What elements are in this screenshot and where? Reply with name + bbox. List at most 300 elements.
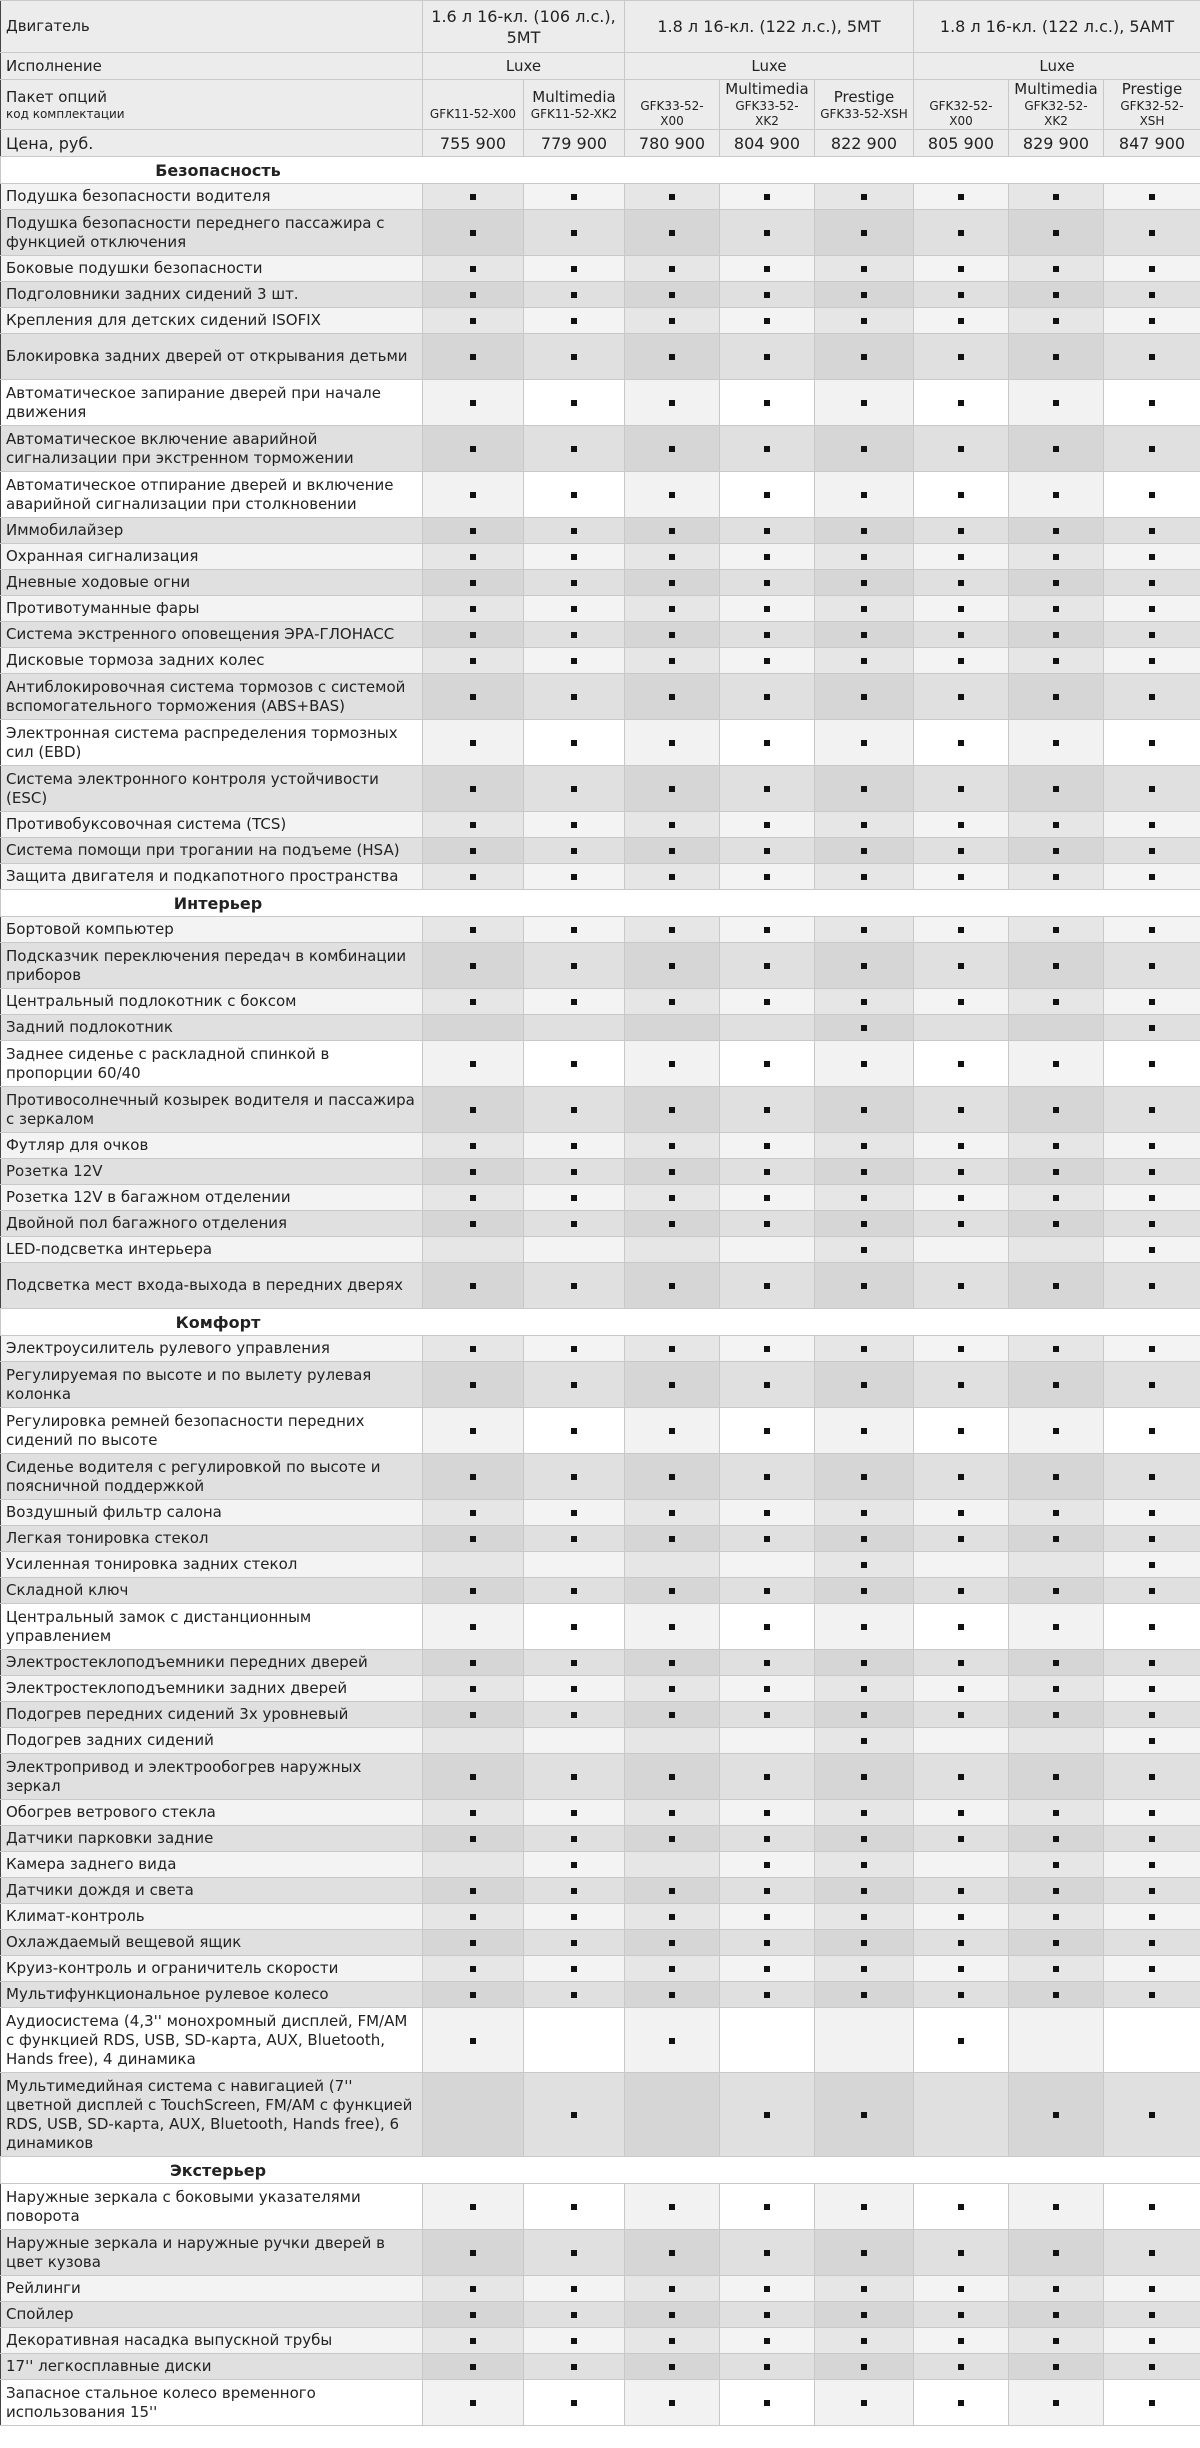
feature-mark-cell (720, 1362, 815, 1408)
feature-mark-cell (1009, 1237, 1104, 1263)
feature-mark-cell (423, 1336, 524, 1362)
included-mark-icon (1149, 1588, 1155, 1594)
included-mark-icon (669, 1510, 675, 1516)
feature-mark-cell (1104, 1408, 1200, 1454)
included-mark-icon (958, 1624, 964, 1630)
section-title: Безопасность (155, 160, 281, 180)
feature-mark-cell (815, 570, 914, 596)
feature-mark-cell (524, 1930, 625, 1956)
included-mark-icon (470, 1061, 476, 1067)
included-mark-icon (861, 740, 867, 746)
included-mark-icon (669, 1107, 675, 1113)
feature-mark-cell (815, 1408, 914, 1454)
feature-mark-cell (914, 210, 1009, 256)
included-mark-icon (1149, 1810, 1155, 1816)
included-mark-icon (1053, 266, 1059, 272)
feature-mark-cell (1009, 1041, 1104, 1087)
table-row (1, 917, 1200, 943)
feature-mark-cell (720, 1263, 815, 1309)
feature-mark-cell (625, 2328, 720, 2354)
feature-mark-cell (815, 1185, 914, 1211)
included-mark-icon (1149, 927, 1155, 933)
included-mark-icon (764, 1107, 770, 1113)
feature-mark-cell (914, 184, 1009, 210)
table-row (1, 544, 1200, 570)
included-mark-icon (1149, 1346, 1155, 1352)
feature-mark-cell (815, 544, 914, 570)
feature-mark-cell (815, 1728, 914, 1754)
included-mark-icon (1053, 874, 1059, 880)
feature-label: Дисковые тормоза задних колес (1, 648, 423, 674)
feature-label: Подголовники задних сидений 3 шт. (1, 282, 423, 308)
included-mark-icon (764, 2286, 770, 2292)
included-mark-icon (861, 292, 867, 298)
included-mark-icon (470, 694, 476, 700)
included-mark-icon (571, 354, 577, 360)
included-mark-icon (470, 528, 476, 534)
included-mark-icon (470, 1428, 476, 1434)
feature-mark-cell (423, 1852, 524, 1878)
feature-mark-cell (524, 812, 625, 838)
feature-mark-cell (914, 1930, 1009, 1956)
included-mark-icon (1149, 1966, 1155, 1972)
included-mark-icon (470, 1283, 476, 1289)
feature-label: Подсветка мест входа-выхода в передних дверях (1, 1263, 423, 1309)
table-row (1, 1754, 1200, 1800)
included-mark-icon (1053, 963, 1059, 969)
feature-mark-cell (1009, 766, 1104, 812)
table-row (1, 380, 1200, 426)
included-mark-icon (1053, 2312, 1059, 2318)
feature-mark-cell (423, 1211, 524, 1237)
table-row (1, 1878, 1200, 1904)
feature-mark-cell (1009, 1728, 1104, 1754)
feature-mark-cell (914, 1336, 1009, 1362)
feature-mark-cell (1009, 2354, 1104, 2380)
included-mark-icon (1053, 1588, 1059, 1594)
feature-mark-cell (720, 426, 815, 472)
included-mark-icon (571, 848, 577, 854)
feature-mark-cell (524, 1336, 625, 1362)
included-mark-icon (470, 266, 476, 272)
included-mark-icon (861, 1940, 867, 1946)
engine-label: Двигатель (1, 1, 423, 53)
included-mark-icon (571, 1810, 577, 1816)
included-mark-icon (1053, 580, 1059, 586)
feature-mark-cell (720, 282, 815, 308)
feature-mark-cell (720, 812, 815, 838)
feature-mark-cell (524, 1552, 625, 1578)
feature-mark-cell (914, 2380, 1009, 2426)
code-label: код комплектации (6, 106, 125, 121)
feature-mark-cell (720, 1552, 815, 1578)
feature-label: Центральный подлокотник с боксом (1, 989, 423, 1015)
feature-mark-cell (720, 1336, 815, 1362)
feature-mark-cell (815, 426, 914, 472)
included-mark-icon (764, 694, 770, 700)
included-mark-icon (1149, 2112, 1155, 2118)
table-row (1, 1362, 1200, 1408)
feature-mark-cell (524, 1087, 625, 1133)
table-row (1, 1185, 1200, 1211)
included-mark-icon (1149, 528, 1155, 534)
feature-label: Антиблокировочная система тормозов с системой вспомогательного торможения (ABS+BAS) (1, 674, 423, 720)
feature-mark-cell (720, 1982, 815, 2008)
feature-mark-cell (720, 1133, 815, 1159)
included-mark-icon (764, 400, 770, 406)
included-mark-icon (571, 1712, 577, 1718)
table-row (1, 622, 1200, 648)
included-mark-icon (764, 1836, 770, 1842)
feature-mark-cell (1104, 864, 1200, 890)
feature-label: Противобуксовочная система (TCS) (1, 812, 423, 838)
feature-label: Сиденье водителя с регулировкой по высоте и поясничной поддержкой (1, 1454, 423, 1500)
feature-label: Аудиосистема (4,3'' монохромный дисплей, FM/AM с функцией RDS, USB, SD-карта, AUX, Bluetooth, Hands free), 4 динамика (1, 2008, 423, 2073)
included-mark-icon (669, 874, 675, 880)
included-mark-icon (764, 1588, 770, 1594)
included-mark-icon (571, 1940, 577, 1946)
feature-mark-cell (625, 570, 720, 596)
included-mark-icon (669, 2400, 675, 2406)
feature-mark-cell (1104, 570, 1200, 596)
feature-mark-cell (914, 1852, 1009, 1878)
included-mark-icon (958, 740, 964, 746)
included-mark-icon (470, 2338, 476, 2344)
feature-mark-cell (625, 2302, 720, 2328)
feature-mark-cell (524, 622, 625, 648)
feature-mark-cell (914, 2008, 1009, 2073)
feature-mark-cell (1009, 1800, 1104, 1826)
feature-mark-cell (1104, 1087, 1200, 1133)
included-mark-icon (764, 1061, 770, 1067)
included-mark-icon (861, 1738, 867, 1744)
included-mark-icon (470, 492, 476, 498)
feature-mark-cell (914, 720, 1009, 766)
included-mark-icon (470, 963, 476, 969)
included-mark-icon (1149, 786, 1155, 792)
table-row (1, 838, 1200, 864)
included-mark-icon (958, 554, 964, 560)
feature-mark-cell (524, 1852, 625, 1878)
included-mark-icon (669, 1221, 675, 1227)
feature-mark-cell (423, 1650, 524, 1676)
feature-label: Легкая тонировка стекол (1, 1526, 423, 1552)
feature-mark-cell (524, 1500, 625, 1526)
included-mark-icon (861, 1588, 867, 1594)
feature-mark-cell (423, 1454, 524, 1500)
included-mark-icon (958, 822, 964, 828)
feature-mark-cell (815, 596, 914, 622)
included-mark-icon (1149, 874, 1155, 880)
included-mark-icon (669, 1283, 675, 1289)
feature-mark-cell (1009, 1702, 1104, 1728)
included-mark-icon (861, 1169, 867, 1175)
included-mark-icon (669, 492, 675, 498)
feature-mark-cell (914, 674, 1009, 720)
table-row (1, 1604, 1200, 1650)
feature-label: Крепления для детских сидений ISOFIX (1, 308, 423, 334)
feature-mark-cell (914, 1408, 1009, 1454)
included-mark-icon (764, 2312, 770, 2318)
included-mark-icon (958, 1536, 964, 1542)
included-mark-icon (669, 2038, 675, 2044)
feature-mark-cell (524, 2328, 625, 2354)
included-mark-icon (669, 1966, 675, 1972)
feature-mark-cell (625, 1826, 720, 1852)
feature-mark-cell (914, 334, 1009, 380)
feature-mark-cell (1009, 864, 1104, 890)
included-mark-icon (470, 1660, 476, 1666)
included-mark-icon (861, 230, 867, 236)
included-mark-icon (958, 1107, 964, 1113)
included-mark-icon (669, 822, 675, 828)
included-mark-icon (1149, 1624, 1155, 1630)
included-mark-icon (1053, 927, 1059, 933)
included-mark-icon (669, 606, 675, 612)
included-mark-icon (1053, 2286, 1059, 2292)
section-header (1, 157, 1200, 184)
table-row (1, 1336, 1200, 1362)
table-row (1, 570, 1200, 596)
included-mark-icon (1149, 963, 1155, 969)
feature-mark-cell (720, 864, 815, 890)
included-mark-icon (571, 492, 577, 498)
feature-mark-cell (524, 1702, 625, 1728)
feature-mark-cell (1009, 838, 1104, 864)
included-mark-icon (1149, 554, 1155, 560)
included-mark-icon (764, 1966, 770, 1972)
feature-mark-cell (720, 1211, 815, 1237)
included-mark-icon (958, 580, 964, 586)
included-mark-icon (1053, 1914, 1059, 1920)
included-mark-icon (861, 354, 867, 360)
feature-mark-cell (625, 2008, 720, 2073)
feature-mark-cell (625, 2276, 720, 2302)
feature-mark-cell (423, 1956, 524, 1982)
included-mark-icon (669, 554, 675, 560)
feature-mark-cell (423, 210, 524, 256)
feature-mark-cell (423, 648, 524, 674)
feature-mark-cell (625, 2230, 720, 2276)
table-row (1, 1956, 1200, 1982)
included-mark-icon (764, 848, 770, 854)
included-mark-icon (470, 1940, 476, 1946)
feature-mark-cell (625, 1604, 720, 1650)
feature-mark-cell (423, 720, 524, 766)
feature-mark-cell (1104, 1754, 1200, 1800)
included-mark-icon (1149, 2364, 1155, 2370)
included-mark-icon (861, 786, 867, 792)
package-row (1, 80, 1200, 130)
included-mark-icon (571, 292, 577, 298)
included-mark-icon (764, 1940, 770, 1946)
feature-mark-cell (524, 518, 625, 544)
included-mark-icon (764, 2338, 770, 2344)
included-mark-icon (1053, 1195, 1059, 1201)
feature-mark-cell (625, 2073, 720, 2157)
included-mark-icon (1053, 1283, 1059, 1289)
included-mark-icon (861, 1914, 867, 1920)
feature-mark-cell (524, 1904, 625, 1930)
feature-mark-cell (524, 2380, 625, 2426)
feature-label: Подушка безопасности водителя (1, 184, 423, 210)
feature-mark-cell (720, 917, 815, 943)
included-mark-icon (1149, 1025, 1155, 1031)
included-mark-icon (669, 1474, 675, 1480)
feature-mark-cell (914, 1041, 1009, 1087)
feature-mark-cell (914, 544, 1009, 570)
table-row (1, 518, 1200, 544)
feature-mark-cell (625, 864, 720, 890)
included-mark-icon (764, 1810, 770, 1816)
included-mark-icon (571, 400, 577, 406)
feature-mark-cell (815, 622, 914, 648)
included-mark-icon (1053, 1992, 1059, 1998)
feature-mark-cell (720, 1159, 815, 1185)
version-row (1, 53, 1200, 80)
table-row (1, 1852, 1200, 1878)
included-mark-icon (470, 2364, 476, 2370)
included-mark-icon (958, 694, 964, 700)
feature-mark-cell (423, 308, 524, 334)
feature-mark-cell (423, 864, 524, 890)
feature-label: Иммобилайзер (1, 518, 423, 544)
feature-label: Противотуманные фары (1, 596, 423, 622)
included-mark-icon (1149, 492, 1155, 498)
feature-mark-cell (914, 256, 1009, 282)
included-mark-icon (1053, 658, 1059, 664)
feature-mark-cell (423, 2302, 524, 2328)
feature-label: Блокировка задних дверей от открывания детьми (1, 334, 423, 380)
feature-mark-cell (914, 596, 1009, 622)
included-mark-icon (571, 2364, 577, 2370)
feature-mark-cell (524, 648, 625, 674)
feature-mark-cell (914, 426, 1009, 472)
included-mark-icon (958, 1888, 964, 1894)
included-mark-icon (1149, 266, 1155, 272)
feature-mark-cell (914, 1800, 1009, 1826)
included-mark-icon (1053, 1107, 1059, 1113)
included-mark-icon (571, 963, 577, 969)
feature-mark-cell (423, 544, 524, 570)
included-mark-icon (958, 2338, 964, 2344)
included-mark-icon (958, 1774, 964, 1780)
included-mark-icon (571, 1966, 577, 1972)
feature-mark-cell (423, 2184, 524, 2230)
included-mark-icon (1149, 230, 1155, 236)
included-mark-icon (1149, 1061, 1155, 1067)
feature-label: Воздушный фильтр салона (1, 1500, 423, 1526)
feature-mark-cell (1104, 1800, 1200, 1826)
included-mark-icon (861, 2400, 867, 2406)
included-mark-icon (764, 632, 770, 638)
included-mark-icon (669, 1195, 675, 1201)
feature-mark-cell (815, 1526, 914, 1552)
feature-mark-cell (1104, 1015, 1200, 1041)
feature-mark-cell (524, 2230, 625, 2276)
table-row (1, 1408, 1200, 1454)
included-mark-icon (470, 1774, 476, 1780)
feature-mark-cell (1009, 674, 1104, 720)
feature-mark-cell (720, 1408, 815, 1454)
included-mark-icon (669, 528, 675, 534)
included-mark-icon (958, 318, 964, 324)
included-mark-icon (958, 1588, 964, 1594)
table-row (1, 2380, 1200, 2426)
feature-mark-cell (524, 1159, 625, 1185)
included-mark-icon (1053, 606, 1059, 612)
included-mark-icon (861, 2112, 867, 2118)
included-mark-icon (470, 2286, 476, 2292)
included-mark-icon (764, 1169, 770, 1175)
feature-mark-cell (1104, 1650, 1200, 1676)
package-label: Пакет опций (6, 87, 107, 106)
feature-label: Розетка 12V в багажном отделении (1, 1185, 423, 1211)
feature-mark-cell (720, 1800, 815, 1826)
feature-mark-cell (524, 544, 625, 570)
feature-label: Подушка безопасности переднего пассажира с функцией отключения (1, 210, 423, 256)
feature-mark-cell (1104, 2380, 1200, 2426)
table-row (1, 2328, 1200, 2354)
included-mark-icon (571, 822, 577, 828)
feature-mark-cell (524, 1263, 625, 1309)
feature-mark-cell (423, 380, 524, 426)
feature-mark-cell (1104, 1852, 1200, 1878)
included-mark-icon (571, 1346, 577, 1352)
included-mark-icon (470, 632, 476, 638)
table-row (1, 1133, 1200, 1159)
included-mark-icon (669, 400, 675, 406)
feature-label: Бортовой компьютер (1, 917, 423, 943)
included-mark-icon (764, 194, 770, 200)
included-mark-icon (669, 658, 675, 664)
feature-mark-cell (423, 570, 524, 596)
included-mark-icon (1053, 1346, 1059, 1352)
feature-mark-cell (1009, 570, 1104, 596)
feature-mark-cell (815, 1237, 914, 1263)
included-mark-icon (470, 1992, 476, 1998)
feature-mark-cell (914, 1362, 1009, 1408)
feature-mark-cell (1009, 2184, 1104, 2230)
feature-mark-cell (815, 2276, 914, 2302)
included-mark-icon (669, 1169, 675, 1175)
feature-mark-cell (720, 766, 815, 812)
feature-mark-cell (720, 2354, 815, 2380)
included-mark-icon (861, 554, 867, 560)
table-row (1, 472, 1200, 518)
included-mark-icon (571, 1660, 577, 1666)
feature-mark-cell (1009, 1930, 1104, 1956)
feature-label: Охлаждаемый вещевой ящик (1, 1930, 423, 1956)
feature-mark-cell (914, 1754, 1009, 1800)
table-row (1, 2073, 1200, 2157)
included-mark-icon (764, 874, 770, 880)
included-mark-icon (571, 1143, 577, 1149)
feature-mark-cell (524, 1956, 625, 1982)
feature-mark-cell (1009, 380, 1104, 426)
included-mark-icon (861, 266, 867, 272)
feature-mark-cell (1009, 426, 1104, 472)
feature-mark-cell (720, 2328, 815, 2354)
feature-mark-cell (423, 1133, 524, 1159)
included-mark-icon (1149, 1107, 1155, 1113)
included-mark-icon (861, 694, 867, 700)
feature-mark-cell (423, 2380, 524, 2426)
feature-mark-cell (625, 1015, 720, 1041)
feature-mark-cell (1104, 1211, 1200, 1237)
included-mark-icon (1149, 2338, 1155, 2344)
feature-mark-cell (815, 943, 914, 989)
